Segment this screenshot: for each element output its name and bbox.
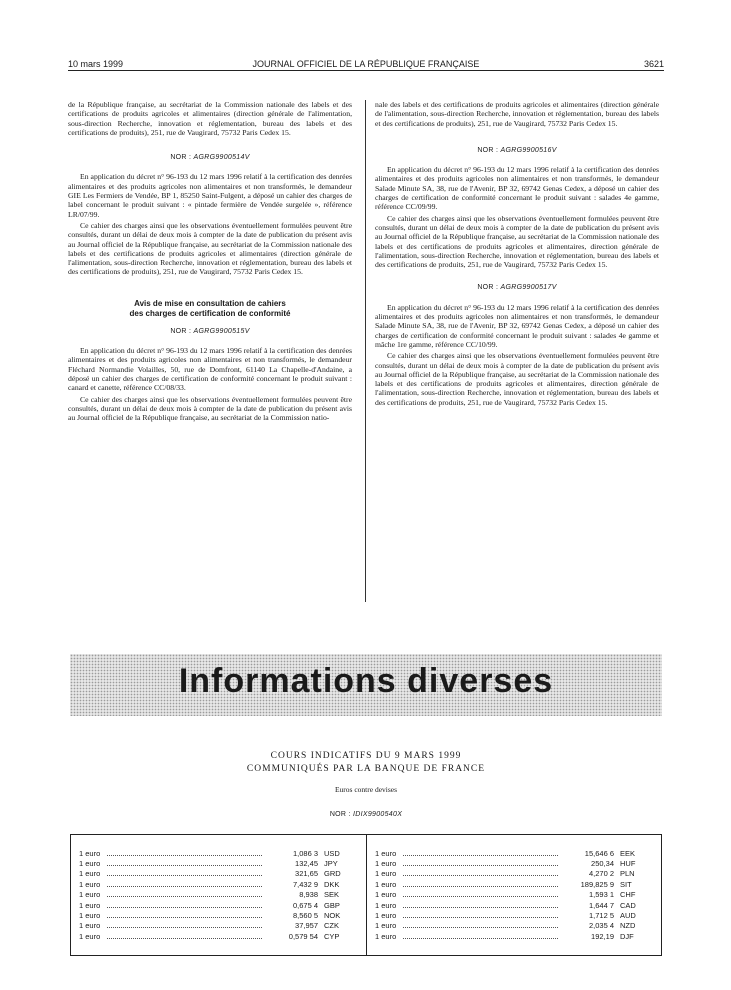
rate-currency-code: DKK	[324, 879, 340, 889]
rate-label: 1 euro	[375, 890, 397, 900]
rate-leader-dots	[107, 917, 262, 918]
rate-currency-code: SEK	[324, 890, 340, 900]
rate-leader-dots	[107, 875, 262, 876]
header-rule	[68, 70, 664, 71]
rate-row	[79, 869, 354, 879]
rates-divider	[366, 835, 367, 955]
rate-row	[375, 858, 650, 868]
header-date: 10 mars 1999	[68, 59, 124, 69]
rate-label: 1 euro	[375, 879, 397, 889]
rate-currency-code: CHF	[620, 890, 636, 900]
rate-value: 4,270 2	[588, 869, 614, 879]
left-nor-1	[68, 153, 352, 162]
rate-leader-dots	[107, 907, 262, 908]
rate-currency-code: USD	[324, 848, 340, 858]
rate-row	[79, 900, 354, 910]
right-nor-1-prefix: NOR :	[477, 146, 499, 154]
right-nor-1-code: AGRG9900516V	[500, 146, 557, 154]
left-nor-2	[68, 327, 352, 336]
right-nor-1	[375, 146, 659, 155]
rate-label: 1 euro	[375, 859, 397, 869]
rate-label: 1 euro	[79, 859, 101, 869]
rate-currency-code: GRD	[324, 869, 341, 879]
rate-label: 1 euro	[375, 900, 397, 910]
left-nor-2-code: AGRG9900515V	[193, 327, 250, 335]
rate-currency-code: CZK	[324, 921, 339, 931]
rate-currency-code: PLN	[620, 869, 635, 879]
rate-value: 1,644 7	[588, 900, 614, 910]
rate-currency-code: NOK	[324, 911, 341, 921]
cours-title-line-1: COURS INDICATIFS DU 9 MARS 1999	[270, 751, 462, 761]
rate-value: 132,45	[295, 859, 318, 869]
rate-leader-dots	[107, 938, 262, 939]
rate-leader-dots	[403, 938, 558, 939]
rate-leader-dots	[107, 927, 262, 928]
rate-row	[79, 848, 354, 858]
rate-row	[79, 890, 354, 900]
rates-left-column	[79, 848, 354, 942]
rate-currency-code: DJF	[620, 931, 634, 941]
header-page-number: 3621	[643, 59, 664, 69]
rate-value: 1,086 3	[292, 848, 318, 858]
rate-leader-dots	[403, 907, 558, 908]
rate-label: 1 euro	[375, 869, 397, 879]
cours-title	[70, 750, 662, 776]
rate-value: 189,825 9	[580, 879, 614, 889]
rate-value: 2,035 4	[588, 921, 614, 931]
rate-currency-code: CAD	[620, 900, 636, 910]
rate-leader-dots	[403, 855, 558, 856]
page-header	[68, 56, 664, 72]
rate-leader-dots	[107, 855, 262, 856]
rate-label: 1 euro	[79, 911, 101, 921]
left-paragraph-2: Ce cahier des charges ainsi que les observations éventuellement formulées peuvent être consultés, durant un délai de deux mois à compter de la date de publication du présent avis au Journal officiel de la République française, au secrétariat de la Commission nationale des labels et des certifications de produits agricoles et alimentaires (direction générale de l'alimentation, sous-direction Recherche, innovation et réglementation, bureau des labels et des certifications de produits), 251, rue de Vaugirard, 75732 Paris Cedex 15.	[68, 220, 352, 277]
rate-label: 1 euro	[375, 931, 397, 941]
rate-value: 37,957	[295, 921, 318, 931]
header-journal-title: JOURNAL OFFICIEL DE LA RÉPUBLIQUE FRANÇAISE	[252, 59, 480, 69]
rate-label: 1 euro	[79, 869, 101, 879]
cours-nor-prefix: NOR :	[329, 811, 351, 818]
left-nor-1-code: AGRG9900514V	[193, 154, 250, 162]
right-paragraph-3: En application du décret n° 96-193 du 12 mars 1996 relatif à la certification des denrées alimentaires et des produits agricoles non alimentaires et non transformés, le demandeur Salade Minute SA, 38, rue de l'Avenir, BP 32, 69742 Genas Cedex, a déposé un cahier des charges de certification de conformité concernant le produit suivant : salades 4e gamme et mâche 1re gamme, référence CC/10/99.	[375, 302, 659, 349]
exchange-rates-table	[70, 834, 662, 956]
left-paragraph-1: En application du décret n° 96-193 du 12 mars 1996 relatif à la certification des denrées alimentaires et des produits agricoles non alimentaires et non transformés, le demandeur GIE Les Fermiers de Vendée, BP 1, 85250 Saint-Fulgent, a déposé un cahier des charges de label concernant le produit suivant : « pintade fermière de Vendée surgelée », référence LR/07/99.	[68, 172, 352, 219]
cours-nor	[70, 811, 662, 818]
rate-currency-code: EEK	[620, 848, 636, 858]
rate-value: 7,432 9	[292, 879, 318, 889]
rate-row	[375, 910, 650, 920]
rate-label: 1 euro	[375, 911, 397, 921]
rate-currency-code: AUD	[620, 911, 636, 921]
section-banner	[70, 654, 662, 716]
section-banner-title: Informations diverses	[178, 662, 554, 700]
rate-value: 0,675 4	[292, 900, 318, 910]
rate-value: 8,938	[299, 890, 318, 900]
rate-label: 1 euro	[79, 931, 101, 941]
rate-value: 321,65	[295, 869, 318, 879]
right-nor-2-prefix: NOR :	[477, 284, 499, 292]
rate-row	[79, 931, 354, 941]
rate-row	[375, 931, 650, 941]
right-intro-continuation: nale des labels et des certifications de produits agricoles et alimentaires (direction générale de l'alimentation, sous-direction Recherche, innovation et réglementation, bureau des labels et des certifications de produits), 251, rue de Vaugirard, 75732 Paris Cedex 15.	[375, 100, 659, 128]
rate-row	[375, 879, 650, 889]
rate-row	[375, 848, 650, 858]
right-column	[375, 100, 659, 409]
rate-leader-dots	[403, 896, 558, 897]
rate-row	[375, 890, 650, 900]
rate-row	[79, 910, 354, 920]
rate-value: 15,646 6	[584, 848, 614, 858]
rate-value: 192,19	[591, 931, 614, 941]
rate-leader-dots	[107, 865, 262, 866]
rate-leader-dots	[403, 886, 558, 887]
rate-row	[79, 879, 354, 889]
right-nor-2	[375, 283, 659, 292]
right-nor-2-code: AGRG9900517V	[500, 284, 557, 292]
avis-heading-line-2: des charges de certification de conformité	[129, 308, 291, 318]
left-column	[68, 100, 352, 424]
rate-row	[79, 858, 354, 868]
rate-label: 1 euro	[79, 921, 101, 931]
left-nor-2-prefix: NOR :	[170, 327, 192, 335]
rate-currency-code: GBP	[324, 900, 340, 910]
rate-currency-code: CYP	[324, 931, 340, 941]
rate-label: 1 euro	[79, 848, 101, 858]
avis-heading	[68, 299, 352, 319]
cours-title-line-2: COMMUNIQUÉS PAR LA BANQUE DE FRANCE	[246, 764, 486, 774]
rate-label: 1 euro	[79, 890, 101, 900]
rate-currency-code: SIT	[620, 879, 632, 889]
rate-leader-dots	[107, 886, 262, 887]
rate-leader-dots	[403, 875, 558, 876]
rate-currency-code: HUF	[620, 859, 636, 869]
rate-value: 0,579 54	[288, 931, 318, 941]
rate-label: 1 euro	[79, 879, 101, 889]
rate-leader-dots	[403, 865, 558, 866]
rate-row	[375, 869, 650, 879]
rate-value: 1,712 5	[588, 911, 614, 921]
rates-right-column	[375, 848, 650, 942]
left-paragraph-4: Ce cahier des charges ainsi que les observations éventuellement formulées peuvent être consultés, durant un délai de deux mois à compter de la date de publication du présent avis au Journal officiel de la République française, au secrétariat de la Commission natio-	[68, 394, 352, 423]
left-paragraph-3: En application du décret n° 96-193 du 12 mars 1996 relatif à la certification des denrées alimentaires et des produits agricoles non alimentaires et non transformés, le demandeur Fléchard Normandie Volailles, 50, rue de Domfront, 61140 La Chapelle-d'Andaine, a déposé un cahier des charges de certification de conformité concernant le produit suivant : canard et canette, référence CC/08/33.	[68, 346, 352, 393]
rate-leader-dots	[107, 896, 262, 897]
rate-leader-dots	[403, 927, 558, 928]
column-divider	[365, 100, 366, 602]
rate-row	[375, 921, 650, 931]
rate-value: 250,34	[591, 859, 614, 869]
rate-value: 1,593 1	[588, 890, 614, 900]
cours-subtitle: Euros contre devises	[334, 785, 398, 794]
rate-label: 1 euro	[79, 900, 101, 910]
cours-nor-code: IDIX9900540X	[353, 811, 403, 818]
left-intro-continuation: de la République française, au secrétariat de la Commission nationale des labels et des certifications de produits agricoles et alimentaires (direction générale de l'alimentation, sous-direction Recherche, innovation et réglementation, bureau des labels et des certifications de produits), 251, rue de Vaugirard, 75732 Paris Cedex 15.	[68, 100, 352, 137]
right-paragraph-4: Ce cahier des charges ainsi que les observations éventuellement formulées peuvent être consultés, durant un délai de deux mois à compter de la date de publication du présent avis au Journal officiel de la République française, au secrétariat de la Commission nationale des labels et des certifications de produits agricoles et alimentaires, direction générale de l'alimentation, sous-direction Recherche, innovation et réglementation, bureau des labels et des certifications de produits, 251, rue de Vaugirard, 75732 Paris Cedex 15.	[375, 351, 659, 407]
right-paragraph-1: En application du décret n° 96-193 du 12 mars 1996 relatif à la certification des denrées alimentaires et des produits agricoles non alimentaires et non transformés, le demandeur Salade Minute SA, 38, rue de l'Avenir, BP 32, 69742 Genas Cedex, a déposé un cahier des charges de certification de conformité concernant le produit suivant : salades 4e gamme, référence CC/09/99.	[375, 165, 659, 212]
rate-row	[79, 921, 354, 931]
rate-label: 1 euro	[375, 921, 397, 931]
rate-currency-code: NZD	[620, 921, 636, 931]
rate-row	[375, 900, 650, 910]
rate-label: 1 euro	[375, 848, 397, 858]
rate-leader-dots	[403, 917, 558, 918]
left-nor-1-prefix: NOR :	[170, 154, 192, 162]
rate-currency-code: JPY	[324, 859, 338, 869]
rate-value: 8,560 5	[292, 911, 318, 921]
avis-heading-line-1: Avis de mise en consultation de cahiers	[134, 298, 286, 308]
right-paragraph-2: Ce cahier des charges ainsi que les observations éventuellement formulées peuvent être consultés, durant un délai de deux mois à compter de la date de publication du présent avis au Journal officiel de la République française, au secrétariat de la Commission nationale des labels et des certifications de produits agricoles et alimentaires, direction générale de l'alimentation, sous-direction Recherche, innovation et réglementation, bureau des labels et des certifications de produits, 251, rue de Vaugirard, 75732 Paris Cedex 15.	[375, 213, 659, 270]
